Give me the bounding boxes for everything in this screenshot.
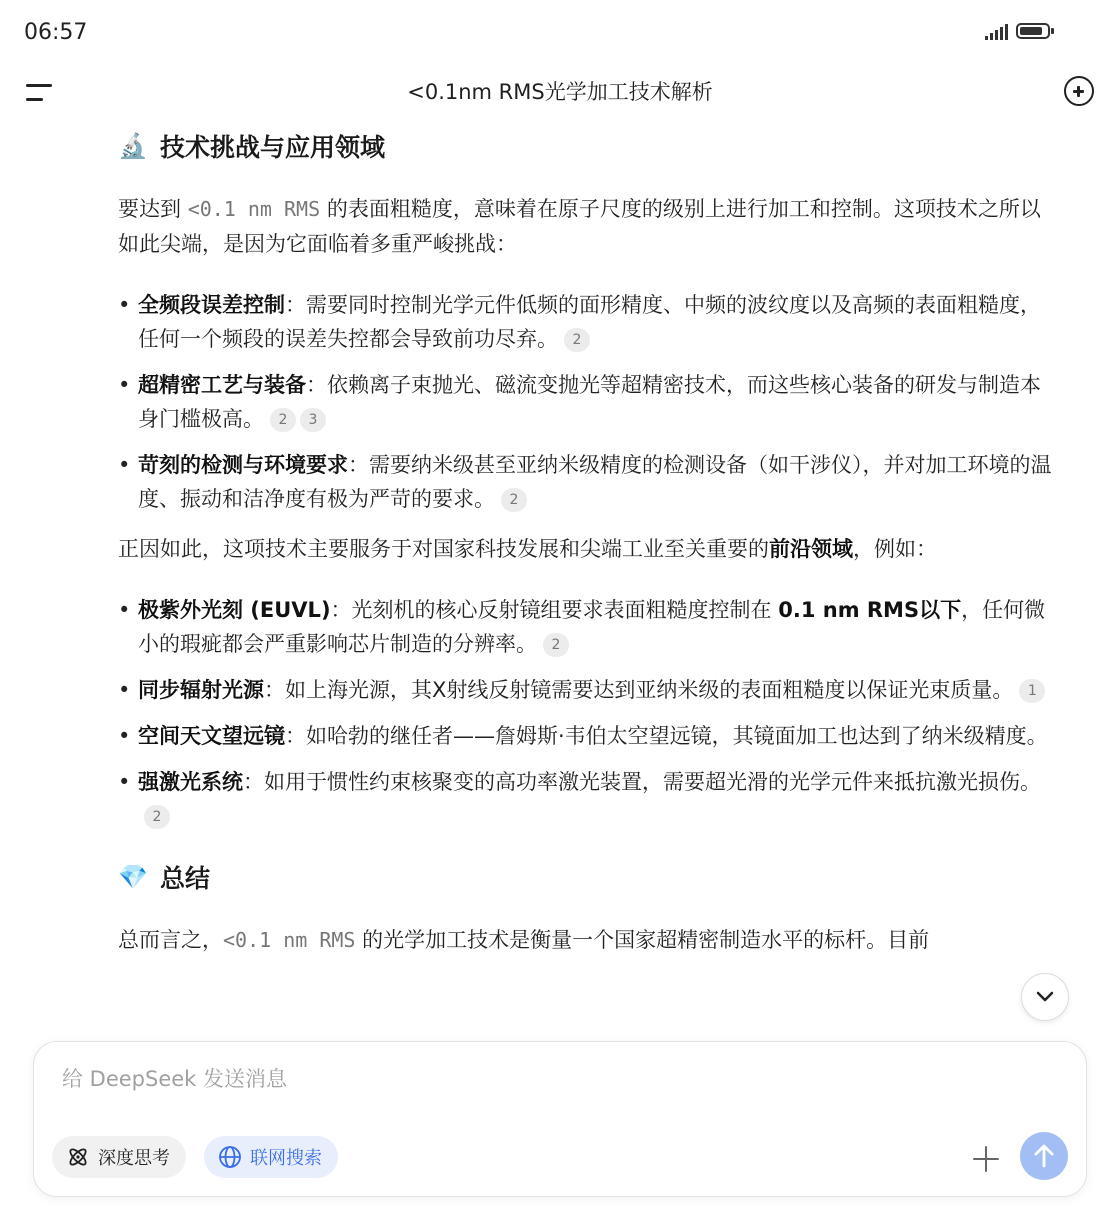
- inline-code: <0.1 nm RMS: [187, 197, 321, 221]
- gem-icon: 💎: [118, 863, 148, 891]
- list-item: [118, 673, 1058, 707]
- web-search-label: 联网搜索: [250, 1148, 322, 1169]
- citation-badge[interactable]: 3: [300, 408, 326, 432]
- heading-text: 总结: [160, 864, 211, 893]
- list-item: [118, 593, 1058, 661]
- fields-list: [118, 593, 1058, 833]
- chevron-down-icon: [1035, 988, 1055, 1006]
- list-item-text: ，任何微小的瑕疵都会严重影响芯片制造的分辨率。: [138, 598, 1046, 656]
- arrow-up-icon: [1032, 1143, 1056, 1169]
- atom-icon: [66, 1145, 90, 1169]
- heading-text: 技术挑战与应用领域: [160, 133, 386, 162]
- citation-badge[interactable]: 1: [1019, 679, 1045, 703]
- attach-plus-icon[interactable]: [971, 1144, 1001, 1174]
- list-item: [118, 288, 1058, 356]
- citation-badge[interactable]: 2: [144, 805, 170, 829]
- list-item: [118, 719, 1058, 753]
- list-item-text: ：如用于惯性约束核聚变的高功率激光装置，需要超光滑的光学元件来抵抗激光损伤。: [243, 770, 1041, 794]
- list-item-text: ：光刻机的核心反射镜组要求表面粗糙度控制在: [330, 598, 779, 622]
- list-item-bold: 0.1 nm RMS以下: [778, 598, 962, 622]
- citation-badge[interactable]: 2: [564, 328, 590, 352]
- new-chat-icon[interactable]: [1064, 76, 1094, 106]
- message-input[interactable]: [60, 1066, 964, 1092]
- bold-text: 前沿领域: [769, 537, 853, 561]
- text: 的表面粗糙度，意味着在原子尺度的级别上进行加工和控制。这项技术之所以如此尖端，是因为它面临着多重严峻挑战：: [118, 197, 1041, 256]
- section-heading-challenges: [118, 128, 1058, 164]
- deep-think-label: 深度思考: [98, 1148, 170, 1169]
- citation-badge[interactable]: 2: [501, 488, 527, 512]
- fields-intro-paragraph: [118, 532, 1058, 567]
- list-item-text: ：依赖离子束抛光、磁流变抛光等超精密技术，而这些核心装备的研发与制造本身门槛极高。: [138, 373, 1041, 431]
- text: ，例如：: [853, 537, 937, 561]
- chat-header: [0, 64, 1120, 120]
- list-item-text: ：需要同时控制光学元件低频的面形精度、中频的波纹度以及高频的表面粗糙度，任何一个频段的误差失控都会导致前功尽弃。: [138, 293, 1041, 351]
- list-item-term: 极紫外光刻 (EUVL): [138, 598, 331, 622]
- send-button[interactable]: [1020, 1132, 1068, 1180]
- list-item-text: ：如哈勃的继任者——詹姆斯·韦伯太空望远镜，其镜面加工也达到了纳米级精度。: [285, 724, 1048, 748]
- list-item-term: 空间天文望远镜: [138, 724, 285, 748]
- intro-paragraph: [118, 192, 1058, 262]
- list-item: [118, 448, 1058, 516]
- status-time: 06:57: [24, 20, 88, 45]
- list-item-term: 超精密工艺与装备: [138, 373, 306, 397]
- list-item: [118, 765, 1058, 833]
- list-item-term: 强激光系统: [138, 770, 243, 794]
- status-bar: [0, 0, 1120, 64]
- battery-icon: [1016, 23, 1050, 39]
- status-icons: [985, 22, 1050, 40]
- challenges-list: [118, 288, 1058, 516]
- web-search-toggle[interactable]: [204, 1136, 338, 1178]
- text: 要达到: [118, 197, 188, 221]
- list-item-term: 苛刻的检测与环境要求: [138, 453, 348, 477]
- section-heading-summary: [118, 859, 1058, 895]
- text: 总而言之，: [118, 928, 223, 952]
- assistant-message: [118, 120, 1058, 1040]
- list-item-term: 全频段误差控制: [138, 293, 285, 317]
- scroll-to-bottom-button[interactable]: [1021, 973, 1069, 1021]
- chat-title: <0.1nm RMS光学加工技术解析: [407, 80, 713, 104]
- message-composer: [33, 1041, 1087, 1197]
- summary-paragraph: [118, 923, 1058, 958]
- microscope-icon: 🔬: [118, 132, 148, 160]
- list-item-text: ：如上海光源，其X射线反射镜需要达到亚纳米级的表面粗糙度以保证光束质量。: [264, 678, 1014, 702]
- inline-code: <0.1 nm RMS: [223, 928, 356, 952]
- list-item: [118, 368, 1058, 436]
- globe-icon: [218, 1145, 242, 1169]
- citation-badge[interactable]: 2: [270, 408, 296, 432]
- list-item-text: ：需要纳米级甚至亚纳米级精度的检测设备（如干涉仪），并对加工环境的温度、振动和洁净度有极为严苛的要求。: [138, 453, 1052, 511]
- list-item-term: 同步辐射光源: [138, 678, 264, 702]
- signal-icon: [985, 22, 1008, 40]
- text: 正因如此，这项技术主要服务于对国家科技发展和尖端工业至关重要的: [118, 537, 769, 561]
- citation-badge[interactable]: 2: [543, 633, 569, 657]
- text: 的光学加工技术是衡量一个国家超精密制造水平的标杆。目前: [355, 928, 930, 952]
- deep-think-toggle[interactable]: [52, 1136, 186, 1178]
